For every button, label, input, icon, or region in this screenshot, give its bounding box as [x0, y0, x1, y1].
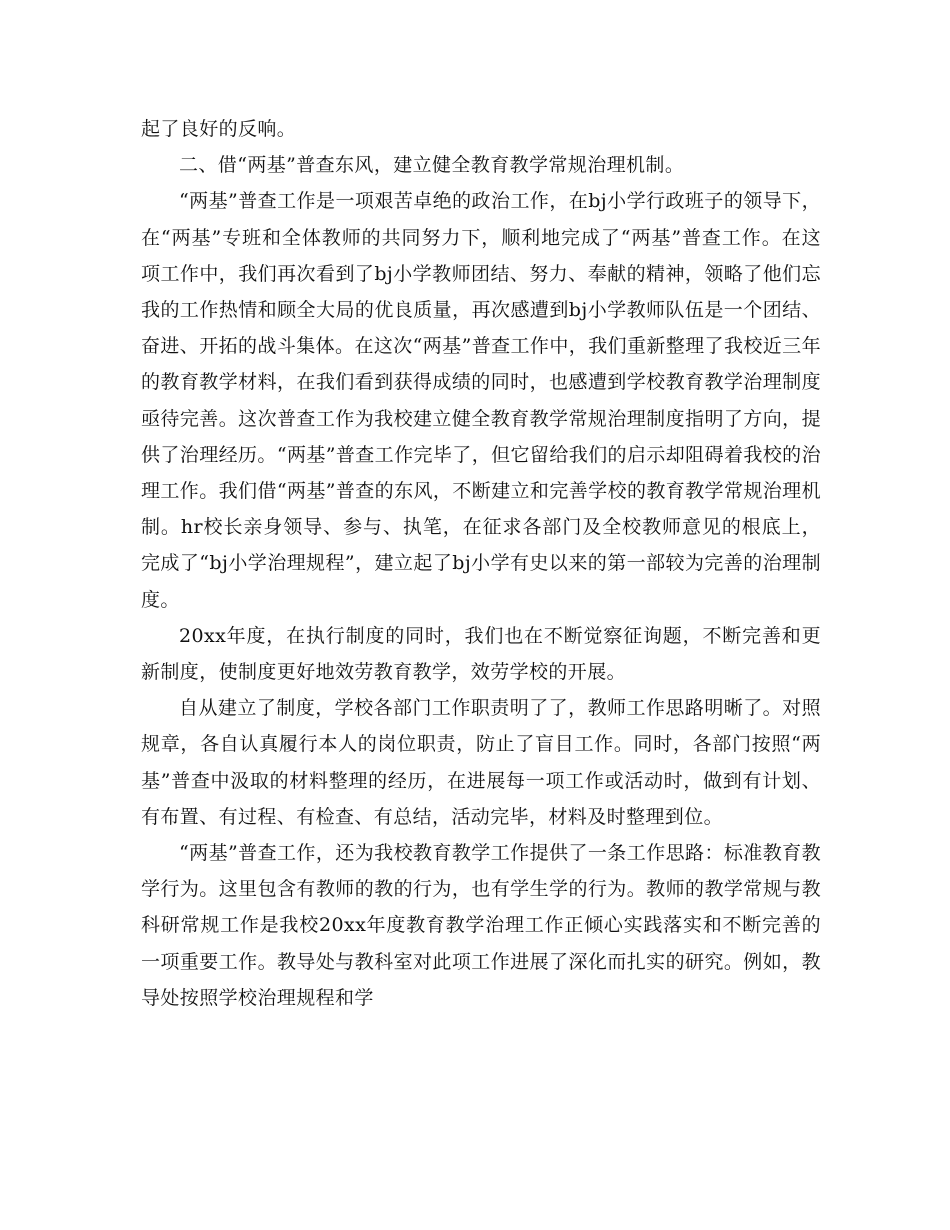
paragraph-3: “两基”普查工作是一项艰苦卓绝的政治工作，在bj小学行政班子的领导下，在“两基”专班和全体教师的共同努力下，顺利地完成了“两基”普查工作。在这项工作中，我们再次看到了bj小学教师团结、努力、奉献的精神，领略了他们忘我的工作热情和顾全大局的优良质量，再次感遭到bj小学教师队伍是一个团结、奋进、开拓的战斗集体。在这次“两基”普查工作中，我们重新整理了我校近三年的教育教学材料，在我们看到获得成绩的同时，也感遭到学校教育教学治理制度亟待完善。这次普查工作为我校建立健全教育教学常规治理制度指明了方向，提供了治理经历。“两基”普查工作完毕了，但它留给我们的启示却阻碍着我校的治理工作。我们借“两基”普查的东风，不断建立和完善学校的教育教学常规治理机制。hr校长亲身领导、参与、执笔，在征求各部门及全校教师意见的根底上，完成了“bj小学治理规程”，建立起了bj小学有史以来的第一部较为完善的治理制度。	[141, 190, 821, 611]
document-page	[141, 111, 821, 1016]
paragraph-4: 20xx年度，在执行制度的同时，我们也在不断觉察征询题，不断完善和更新制度，使制度更好地效劳教育教学，效劳学校的开展。	[141, 624, 821, 684]
paragraph-5: 自从建立了制度，学校各部门工作职责明了了，教师工作思路明晰了。对照规章，各自认真履行本人的岗位职责，防止了盲目工作。同时，各部门按照“两基”普查中汲取的材料整理的经历，在进展每一项工作或活动时，做到有计划、有布置、有过程、有检查、有总结，活动完毕，材料及时整理到位。	[141, 697, 821, 828]
paragraph-6: “两基”普查工作，还为我校教育教学工作提供了一条工作思路：标准教育教学行为。这里包含有教师的教的行为，也有学生学的行为。教师的教学常规与教科研常规工作是我校20xx年度教育教学治理工作正倾心实践落实和不断完善的一项重要工作。教导处与教科室对此项工作进展了深化而扎实的研究。例如，教导处按照学校治理规程和学	[141, 842, 821, 1009]
paragraph-1: 起了良好的反响。	[141, 118, 297, 140]
section-heading: 二、借“两基”普查东风，建立健全教育教学常规治理机制。	[179, 154, 685, 177]
